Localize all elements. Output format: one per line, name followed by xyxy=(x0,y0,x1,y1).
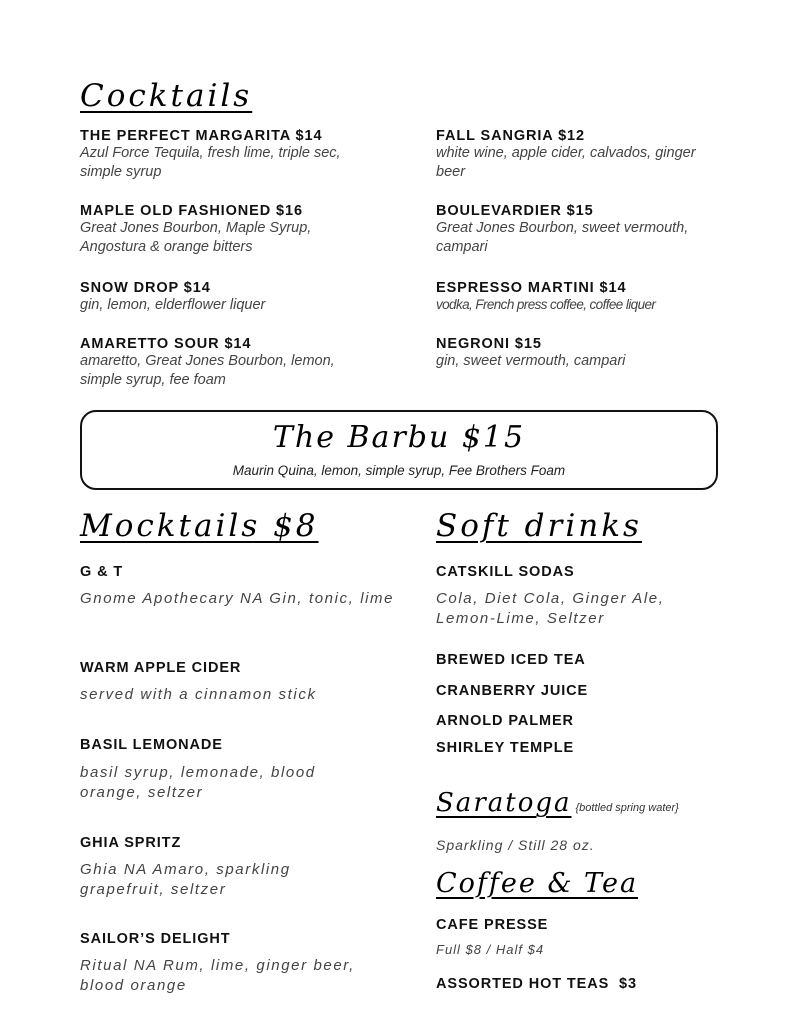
cocktail-title: NEGRONI $15 xyxy=(436,336,542,352)
mocktail-desc: served with a cinnamon stick xyxy=(80,686,317,703)
cocktail-item xyxy=(436,203,726,257)
cocktail-title: ESPRESSO MARTINI $14 xyxy=(436,280,627,296)
featured-cocktail-desc: Maurin Quina, lemon, simple syrup, Fee Brothers Foam xyxy=(232,463,566,478)
mocktail-title: GHIA SPRITZ xyxy=(80,835,182,851)
cocktail-title: BOULEVARDIER $15 xyxy=(436,203,594,219)
cocktail-desc: gin, lemon, elderflower liquer xyxy=(80,297,266,313)
cocktail-desc: gin, sweet vermouth, campari xyxy=(436,353,626,369)
coffee-desc: Full $8 / Half $4 xyxy=(436,942,545,957)
featured-cocktail-title: The Barbu $15 xyxy=(272,420,526,455)
cocktail-item xyxy=(80,203,370,257)
cocktail-item xyxy=(436,280,655,312)
featured-cocktail-box xyxy=(80,410,718,490)
soft-drink-title: CATSKILL SODAS xyxy=(436,564,575,580)
cocktail-desc: Azul Force Tequila, fresh lime, triple sec, simple syrup xyxy=(80,145,341,180)
coffee-title: CAFE PRESSE xyxy=(436,917,549,933)
cocktails-heading: Cocktails xyxy=(80,78,253,114)
mocktail-title: G & T xyxy=(80,564,124,580)
saratoga-desc: Sparkling / Still 28 oz. xyxy=(436,837,595,853)
cocktail-item xyxy=(80,336,370,390)
soft-drink-title: CRANBERRY JUICE xyxy=(436,683,589,699)
cocktail-desc: vodka, French press coffee, coffee liquer xyxy=(436,297,656,312)
cocktail-title: FALL SANGRIA $12 xyxy=(436,128,585,144)
cocktail-item xyxy=(436,336,726,371)
mocktail-title: BASIL LEMONADE xyxy=(80,737,223,753)
mocktail-desc: Ritual NA Rum, lime, ginger beer, blood orange xyxy=(80,957,355,994)
cocktail-desc: Great Jones Bourbon, sweet vermouth, campari xyxy=(436,220,689,255)
mocktails-heading: Mocktails $8 xyxy=(80,508,319,544)
mocktail-desc: Gnome Apothecary NA Gin, tonic, lime xyxy=(80,590,395,607)
cocktail-desc: amaretto, Great Jones Bourbon, lemon, simple syrup, fee foam xyxy=(80,353,335,388)
soft-drink-title: SHIRLEY TEMPLE xyxy=(436,740,575,756)
mocktail-title: SAILOR’S DELIGHT xyxy=(80,931,231,947)
cocktail-title: SNOW DROP $14 xyxy=(80,280,211,296)
cocktail-title: THE PERFECT MARGARITA $14 xyxy=(80,128,323,144)
saratoga-note: {bottled spring water} xyxy=(575,802,679,814)
cocktail-item xyxy=(80,128,370,182)
mocktail-title: WARM APPLE CIDER xyxy=(80,660,242,676)
cocktail-item xyxy=(80,280,370,315)
cocktail-desc: white wine, apple cider, calvados, ginger beer xyxy=(436,145,696,180)
mocktail-desc: Ghia NA Amaro, sparkling grapefruit, seltzer xyxy=(80,861,291,898)
cocktail-title: MAPLE OLD FASHIONED $16 xyxy=(80,203,303,219)
saratoga-section xyxy=(436,788,679,818)
saratoga-heading: Saratoga xyxy=(436,788,572,818)
soft-drink-title: BREWED ICED TEA xyxy=(436,652,586,668)
mocktail-desc: basil syrup, lemonade, blood orange, seltzer xyxy=(80,764,316,801)
cocktail-desc: Great Jones Bourbon, Maple Syrup, Angostura & orange bitters xyxy=(80,220,312,255)
coffee-tea-heading: Coffee & Tea xyxy=(436,868,639,899)
soft-drinks-heading: Soft drinks xyxy=(436,508,642,544)
tea-title: ASSORTED HOT TEAS $3 xyxy=(436,976,637,992)
soft-drink-title: ARNOLD PALMER xyxy=(436,713,574,729)
soft-drink-desc: Cola, Diet Cola, Ginger Ale, Lemon-Lime, Seltzer xyxy=(436,590,665,627)
cocktail-item xyxy=(436,128,726,182)
cocktail-title: AMARETTO SOUR $14 xyxy=(80,336,252,352)
